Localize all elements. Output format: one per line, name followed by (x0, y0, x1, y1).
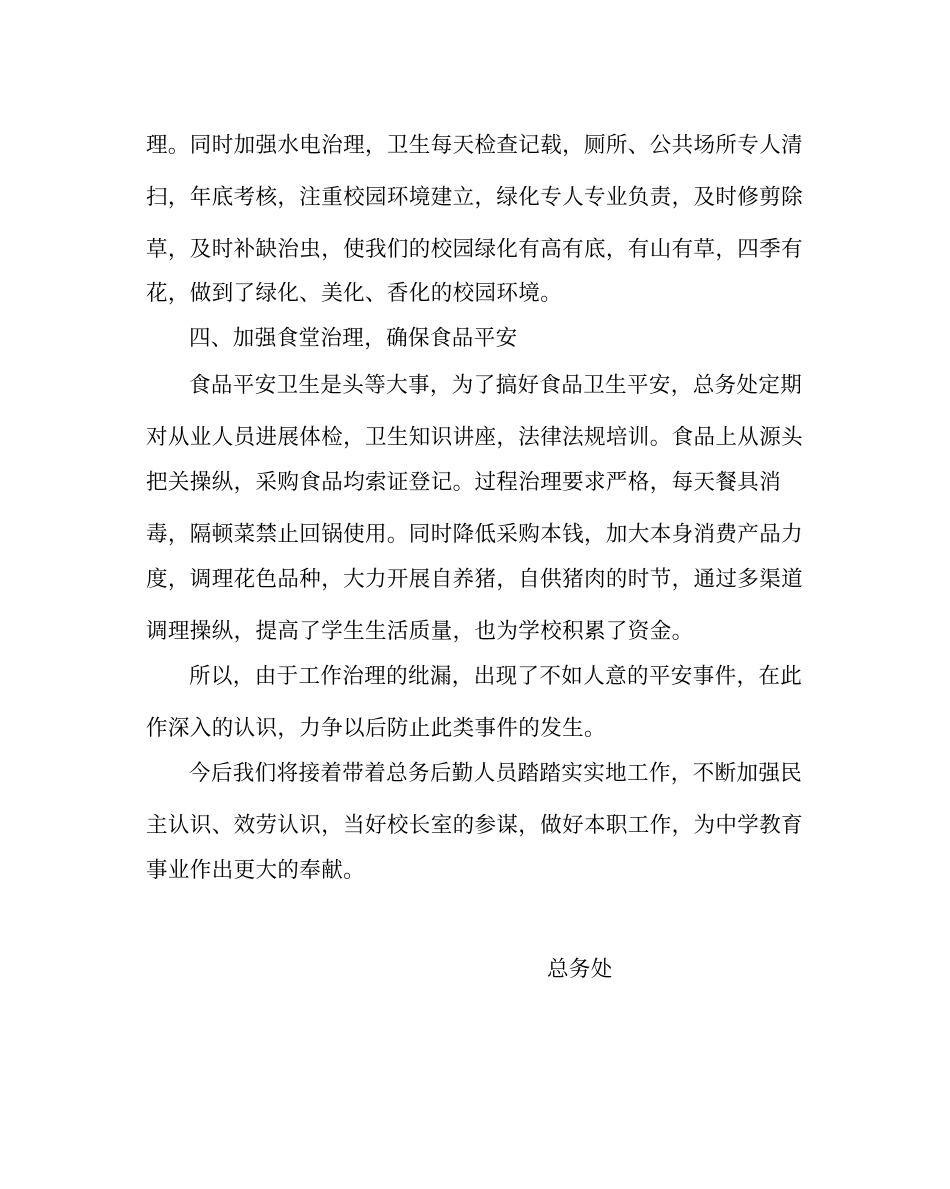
text-line: 把关操纵，采购食品均索证登记。过程治理要求严格，每天餐具消 (146, 470, 782, 495)
section-heading: 四、加强食堂治理，确保食品平安 (189, 326, 518, 351)
text-line: 草，及时补缺治虫，使我们的校园绿化有高有底，有山有草，四季有 (146, 237, 804, 262)
text-line: 扫，年底考核，注重校园环境建立，绿化专人专业负责，及时修剪除 (146, 185, 804, 210)
text-line: 食品平安卫生是头等大事，为了搞好食品卫生平安，总务处定期 (189, 373, 803, 398)
text-line: 主认识、效劳认识，当好校长室的参谋，做好本职工作，为中学教育 (146, 813, 804, 838)
text-line: 毒，隔顿菜禁止回锅使用。同时降低采购本钱，加大本身消费产品力 (146, 522, 804, 547)
text-line: 花，做到了绿化、美化、香化的校园环境。 (146, 281, 563, 306)
text-line: 作深入的认识，力争以后防止此类事件的发生。 (146, 716, 606, 741)
text-line: 事业作出更大的奉献。 (146, 858, 366, 883)
text-line: 理。同时加强水电治理，卫生每天检查记载，厕所、公共场所专人清 (146, 133, 804, 158)
text-line: 调理操纵，提高了学生生活质量，也为学校积累了资金。 (146, 619, 694, 644)
text-line: 对从业人员进展体检，卫生知识讲座，法律法规培训。食品上从源头 (146, 425, 804, 450)
text-line: 今后我们将接着带着总务后勤人员踏踏实实地工作，不断加强民 (189, 761, 803, 786)
text-line: 所以，由于工作治理的纰漏，出现了不如人意的平安事件，在此 (189, 664, 803, 689)
text-line: 度，调理花色品种，大力开展自养猪，自供猪肉的时节，通过多渠道 (146, 567, 804, 592)
signature: 总务处 (547, 957, 613, 982)
